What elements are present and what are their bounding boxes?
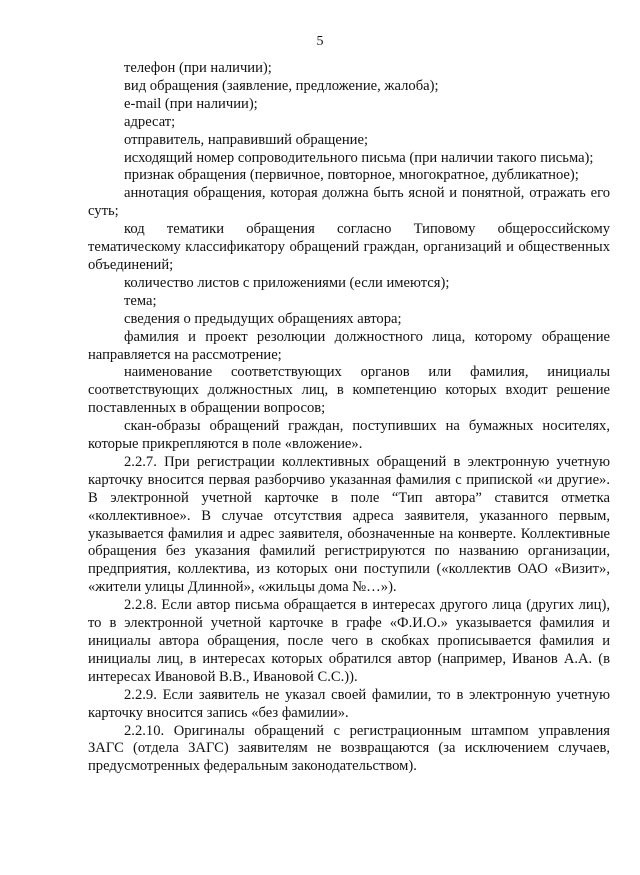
field-annotation: аннотация обращения, которая должна быть ясной и понятной, отражать его суть;: [88, 185, 610, 220]
field-outgoing-number: исходящий номер сопроводительного письма (при наличии такого письма);: [124, 149, 594, 166]
field-addressee: адресат;: [124, 113, 176, 130]
section-2-2-9: 2.2.9. Если заявитель не указал своей фамилии, то в электронную учетную карточку вносится запись «без фамилии».: [88, 686, 610, 721]
field-competent-bodies: наименование соответствующих органов или фамилия, инициалы соответствующих должностных лиц, в компетенцию которых входит решение поставленных в обращении вопросов;: [88, 364, 610, 417]
field-scanned-images: скан-образы обращений граждан, поступивших на бумажных носителях, которые прикрепляются в поле «вложение».: [88, 418, 610, 453]
field-appeal-type: вид обращения (заявление, предложение, жалоба);: [124, 77, 439, 94]
field-email: e-mail (при наличии);: [124, 95, 258, 112]
field-resolution: фамилия и проект резолюции должностного лица, которому обращение направляется на рассмотрение;: [88, 328, 610, 363]
field-subject: тема;: [124, 292, 157, 309]
field-appeal-sign: признак обращения (первичное, повторное, многократное, дубликатное);: [124, 167, 579, 184]
section-2-2-8: 2.2.8. Если автор письма обращается в интересах другого лица (других лиц), то в электронной учетной карточке в графе «Ф.И.О.» указывается фамилия и инициалы автора обращения, после чего в скобках прописывается фамилия и инициалы лиц, в интересах которых обратился автор (например, Иванов А.А. (в интересах Ивановой В.В., Ивановой С.С.)).: [88, 597, 610, 685]
field-previous-appeals: сведения о предыдущих обращениях автора;: [124, 310, 402, 327]
section-2-2-7: 2.2.7. При регистрации коллективных обращений в электронную учетную карточку вносится первая разборчиво указанная фамилия с припиской «и другие». В электронной учетной карточке в поле “Тип автора” ставится отметка «коллективное». В случае отсутствия адреса заявителя, указанного первым, указывается фамилия и адрес заявителя, обозначенные на конверте. Коллективные обращения без указания фамилий регистрируются по названию организации, предприятия, коллектива, из которых они поступили («коллектив ОАО «Визит», «жители улицы Длинной», «жильцы дома №…»).: [88, 453, 610, 596]
section-2-2-10: 2.2.10. Оригиналы обращений с регистрационным штампом управления ЗАГС (отдела ЗАГС) заявителям не возвращаются (за исключением случаев, предусмотренных федеральным законодательством).: [88, 722, 610, 775]
field-sheet-count: количество листов с приложениями (если имеются);: [124, 274, 450, 291]
field-sender: отправитель, направивший обращение;: [124, 131, 368, 148]
field-phone: телефон (при наличии);: [124, 60, 272, 76]
field-topic-code: код тематики обращения согласно Типовому общероссийскому тематическому классификатору обращений граждан, организаций и общественных объединений;: [88, 221, 610, 273]
document-body: [88, 60, 610, 776]
page-number: 5: [316, 34, 324, 49]
